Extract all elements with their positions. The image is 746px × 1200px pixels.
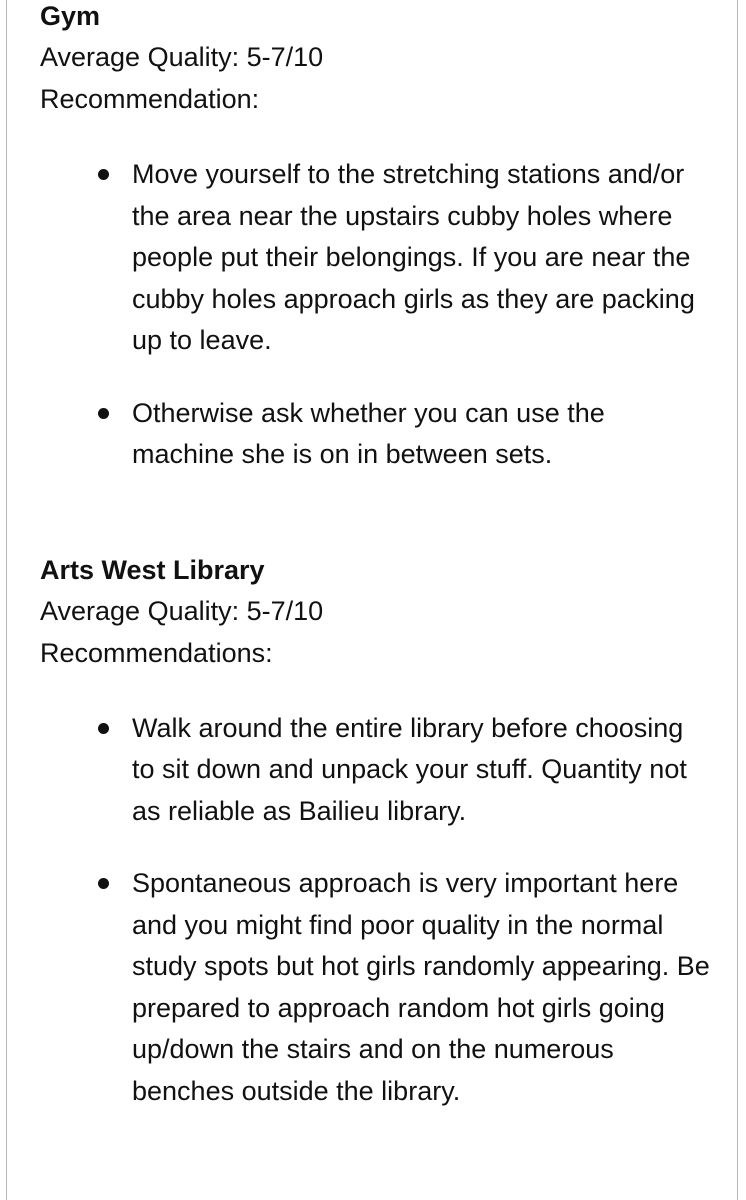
bullet-icon — [98, 723, 109, 734]
average-quality-line: Average Quality: 5-7/10 — [40, 42, 324, 72]
recommendation-label: Recommendation: — [40, 84, 260, 114]
section-title: Gym — [40, 1, 101, 31]
recommendation-list — [40, 708, 710, 1113]
average-quality-line: Average Quality: 5-7/10 — [40, 595, 324, 626]
section-arts-west-library — [40, 550, 710, 1113]
bullet-icon — [98, 878, 109, 889]
list-item-text: Move yourself to the stretching stations and/or the area near the upstairs cubby holes where people put their belongings. If you are near the cubby holes approach girls as they are packing up to leave. — [132, 159, 695, 355]
page-border-left — [6, 0, 7, 1200]
list-item-text: Walk around the entire library before choosing to sit down and unpack your stuff. Quantity not as reliable as Bailieu library. — [132, 712, 687, 826]
recommendation-list — [40, 154, 710, 476]
recommendation-label: Recommendations: — [40, 637, 273, 668]
list-item-text: Spontaneous approach is very important here and you might find poor quality in the normal study spots but hot girls randomly appearing. Be prepared to approach random hot girls going up/down the stairs and on the numerous benches outside the library. — [132, 868, 710, 1106]
list-item — [40, 154, 710, 362]
page-border-right — [737, 0, 738, 1200]
list-item — [40, 393, 710, 476]
list-item-text: Otherwise ask whether you can use the machine she is on in between sets. — [132, 397, 605, 469]
section-gym — [40, 0, 710, 476]
list-item — [40, 708, 710, 833]
section-title: Arts West Library — [40, 554, 265, 585]
bullet-icon — [98, 408, 109, 419]
bullet-icon — [98, 169, 109, 180]
document-content — [40, 0, 710, 1112]
list-item — [40, 863, 710, 1112]
